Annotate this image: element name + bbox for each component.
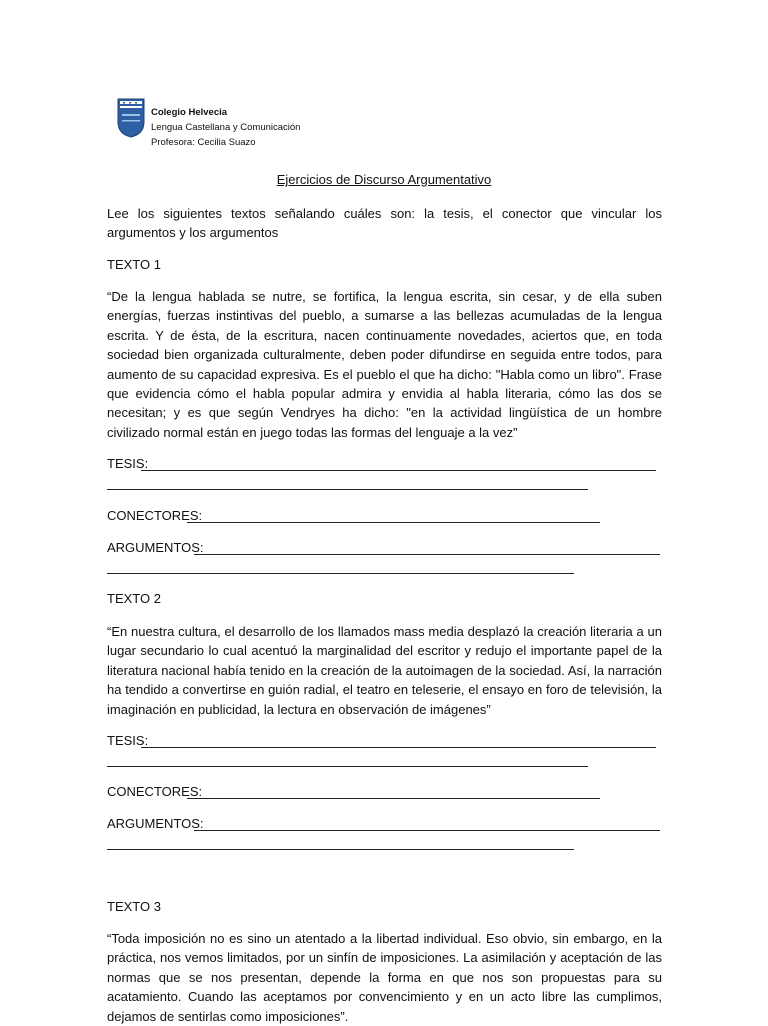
text-1-argumentos-label: ARGUMENTOS: <box>107 540 204 555</box>
text-1-conectores-label: CONECTORES: <box>107 508 203 523</box>
text-2-conectores-line[interactable] <box>187 798 600 799</box>
text-1-tesis-line-2[interactable] <box>107 489 588 490</box>
text-2-heading: TEXTO 2 <box>107 591 161 606</box>
text-1-body: “De la lengua hablada se nutre, se fortifica, la lengua escrita, sin cesar, y de ella suben energías, fuerzas instintivas del pueblo, a sumarse a las bellezas acumuladas de la lengua escrita. Y de ésta, de la escritura, nacen continuamente novedades, aciertos que, en toda sociedad bien organizada culturalmente, deben poder difundirse en seguida entre todos, para aumento de su capacidad expresiva. Es el pueblo el que ha dicho: "Habla como un libro". Frase que evidencia cómo el habla popular admira y envidia al habla literaria, cómo las dos se necesitan; y es que según Vendryes ha dicho: "en la actividad lingüística de un hombre civilizado normal están en juego todas las formas del lenguaje a la vez” <box>107 289 662 440</box>
text-1-conectores-line[interactable] <box>187 522 600 523</box>
text-1-tesis-line-1[interactable] <box>141 470 656 471</box>
text-2-body: “En nuestra cultura, el desarrollo de los llamados mass media desplazó la creación literaria a un lugar secundario lo cual acentuó la marginalidad del escritor y redujo el importante papel de la literatura nacional había tenido en la creación de la autoimagen de la sociedad. Así, la narración ha tendido a convertirse en guión radial, el teatro en teleserie, el ensayo en foro de televisión, la imaginación en publicidad, la lectura en observación de imágenes” <box>107 624 662 717</box>
text-1-tesis-label: TESIS: <box>107 456 149 471</box>
instructions-paragraph: Lee los siguientes textos señalando cuáles son: la tesis, el conector que vincular los argumentos y los argumentos <box>107 206 662 241</box>
text-2-argumentos-label: ARGUMENTOS: <box>107 816 204 831</box>
text-2-argumentos-line-2[interactable] <box>107 849 574 850</box>
text-2-tesis-label: TESIS: <box>107 733 149 748</box>
school-crest-logo <box>117 98 145 138</box>
header-block <box>151 105 300 150</box>
text-2-tesis-line-1[interactable] <box>141 747 656 748</box>
text-1-argumentos-line-1[interactable] <box>194 554 660 555</box>
text-1-argumentos-line-2[interactable] <box>107 573 574 574</box>
text-1-heading: TEXTO 1 <box>107 257 161 272</box>
text-3-body: “Toda imposición no es sino un atentado a la libertad individual. Eso obvio, sin embargo, en la práctica, nos vemos limitados, por un sinfín de imposiciones. La asimilación y aceptación de las normas que se nos presentan, depende la forma en que nos son propuestas para su acatamiento. Cuando las aceptamos por convencimiento y en un acto libre las cumplimos, dejamos de sentirlas como imposiciones”. <box>107 931 662 1024</box>
teacher-name: Profesora: Cecilia Suazo <box>151 137 256 148</box>
text-2-argumentos-line-1[interactable] <box>194 830 660 831</box>
text-3-heading: TEXTO 3 <box>107 899 161 914</box>
page-title: Ejercicios de Discurso Argumentativo <box>276 172 492 187</box>
text-2-conectores-label: CONECTORES: <box>107 784 203 799</box>
text-2-tesis-line-2[interactable] <box>107 766 588 767</box>
school-name: Colegio Helvecia <box>151 107 228 118</box>
subject-name: Lengua Castellana y Comunicación <box>151 122 301 133</box>
